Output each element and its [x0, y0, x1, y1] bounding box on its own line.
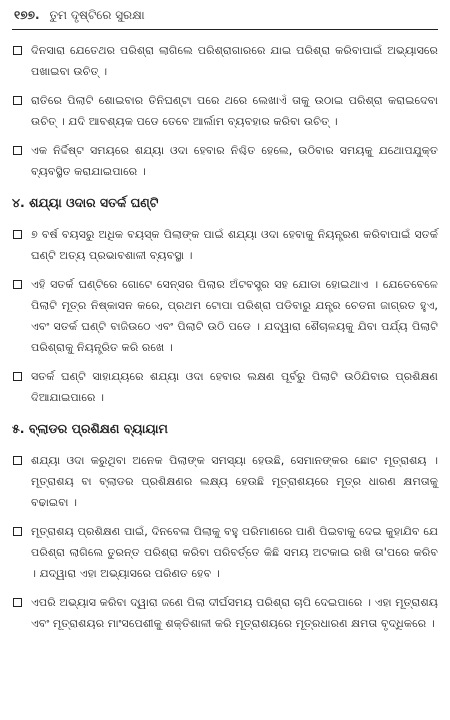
list-item: [12, 450, 438, 513]
checkbox-bullet-icon: [13, 46, 22, 55]
list-item: [12, 90, 438, 132]
list-item: [12, 40, 438, 82]
checkbox-bullet-icon: [13, 146, 22, 155]
section-4-list: [12, 224, 438, 408]
list-item: [12, 274, 438, 358]
checkbox-bullet-icon: [13, 230, 22, 239]
intro-list: [12, 40, 438, 182]
checkbox-bullet-icon: [13, 372, 22, 381]
checkbox-bullet-icon: [13, 598, 22, 607]
list-item-text: ଏପରି ଅଭ୍ୟାସ କରିବା ଦ୍ୱାରା ଜଣେ ପିଲା ଦୀର୍ଘସମୟ ପରିଶ୍ରା ଚାପି ଦେଇପାରେ । ଏହା ମୂତ୍ରାଶୟ ଏବଂ ମୂତ୍ରାଶୟର ମାଂସପେଶୀକୁ ଶକ୍ତିଶାଳୀ କରି ମୂତ୍ରାଶୟରେ ମୂତ୍ରଧାରଣ କ୍ଷମତା ବୃଦ୍ଧିକରେ ।: [31, 596, 438, 630]
list-item-text: ଏକ ନିର୍ଦ୍ଦିଷ୍ଟ ସମୟରେ ଶଯ୍ୟା ଓଦା ହେବାର ନିଶ୍ଚିତ ହେଲେ, ଉଠିବାର ସମୟକୁ ଯଥୋପଯୁକ୍ତ ବ୍ୟବସ୍ଥିତ କରାଯାଇପାରେ ।: [31, 144, 438, 178]
checkbox-bullet-icon: [13, 96, 22, 105]
section-heading-4: ୪. ଶଯ୍ୟା ଓଦାର ସତର୍କ ଘଣ୍ଟି: [12, 195, 159, 210]
section-heading-5: ୫. ବ୍ଲାଡର ପ୍ରଶିକ୍ଷଣ ବ୍ୟାୟାମ: [12, 421, 168, 436]
list-item-text: ୭ ବର୍ଷ ବୟସରୁ ଅଧିକ ବୟସ୍କ ପିଲାଙ୍କ ପାଇଁ ଶଯ୍ୟା ଓଦା ହେବାକୁ ନିୟନ୍ତ୍ରଣ କରିବାପାଇଁ ସତର୍କ ଘଣ୍ଟି ଅତ୍ୟ ପ୍ରଭାବଶାଳୀ ବ୍ୟବସ୍ଥା ।: [31, 228, 438, 262]
checkbox-bullet-icon: [13, 456, 22, 465]
checkbox-bullet-icon: [13, 280, 22, 289]
list-item-text: ମୂତ୍ରାଶୟ ପ୍ରଶିକ୍ଷଣ ପାଇଁ, ଦିନବେଳା ପିଲାକୁ ବହୁ ପରିମାଣରେ ପାଣି ପିଇବାକୁ ଦେଇ କୁହାଯିବ ଯେ ପରିଶ୍ରା ଲାଗିଲେ ତୁରନ୍ତ ପରିଶ୍ରା କରିବା ପରିବର୍ତ୍ତେ କିଛି ସମୟ ଅଟକାଇ ରଖି ତା'ପରେ କରିବ । ଯଦ୍ୱାରା ଏହା ଅଭ୍ୟାସରେ ପରିଣତ ହେବ ।: [31, 525, 438, 580]
page-number: ୧୭୭.: [14, 8, 40, 22]
list-item-text: ଦିନସାରା ଯେତେଥର ପରିଶ୍ରା ଲାଗିଲେ ପରିଶ୍ରାଗାରରେ ଯାଇ ପରିଶ୍ରା କରିବାପାଇଁ ଅଭ୍ୟାସରେ ପଖାଇବା ଉଚିତ୍ ।: [31, 44, 438, 78]
list-item-text: ସତର୍କ ଘଣ୍ଟି ସାହାଯ୍ୟରେ ଶଯ୍ୟା ଓଦା ହେବାର ଲକ୍ଷଣ ପୂର୍ବରୁ ପିଲାଟି ଉଠିଯିବାର ପ୍ରଶିକ୍ଷଣ ଦିଆଯାଇପାରେ ।: [31, 370, 438, 404]
page-header: [12, 8, 438, 30]
list-item-text: ରାତିରେ ପିଲାଟି ଶୋଇବାର ତିନିଘଣ୍ଟା ପରେ ଥରେ ଲେଖାଏଁ ତାକୁ ଉଠାଇ ପରିଶ୍ରା କରାଇଦେବା ଉଚିତ୍ । ଯଦି ଆବଶ୍ୟକ ପଡେ ତେବେ ଆର୍ଲାମ ବ୍ୟବହାର କରିବା ଉଚିତ୍ ।: [31, 94, 438, 128]
list-item: [12, 366, 438, 408]
list-item: [12, 140, 438, 182]
list-item: [12, 592, 438, 634]
section-5-list: [12, 450, 438, 634]
checkbox-bullet-icon: [13, 527, 22, 536]
list-item-text: ଶଯ୍ୟା ଓଦା କରୁଥିବା ଅନେକ ପିଲାଙ୍କ ସମସ୍ୟା ହେଉଛି, ସେମାନଙ୍କର ଛୋଟ ମୂତ୍ରାଶୟ । ମୂତ୍ରାଶୟ ବା ବ୍ଲାଡର ପ୍ରଶିକ୍ଷଣର ଲକ୍ଷ୍ୟ ହେଉଛି ମୂତ୍ରାଶୟରେ ମୂତ୍ର ଧାରଣ କ୍ଷମତାକୁ ବଢାଇବା ।: [31, 454, 438, 509]
running-title: ତୁମ ଦୃଷ୍ଟିରେ ସୁରକ୍ଷା: [49, 8, 145, 22]
list-item: [12, 224, 438, 266]
list-item: [12, 521, 438, 584]
list-item-text: ଏହି ସତର୍କ ଘଣ୍ଟିରେ ଗୋଟେ ସେନ୍ସର ପିଲାର ଅଁଟବସ୍ତ୍ର ସହ ଯୋଡା ହୋଇଥାଏ । ଯେତେବେଳେ ପିଲାଟି ମୂତ୍ର ନିଷ୍କାସନ କରେ, ପ୍ରଥମ ଟୋପା ପରିଶ୍ରା ପଡିବାରୁ ଯନ୍ତ୍ର ଚେତନା ଜାଗ୍ରତ ହୁଏ, ଏବଂ ସତର୍କ ଘଣ୍ଟି ବାଜିଉଠେ ଏବଂ ପିଲାଟି ଉଠି ପଡେ । ଯଦ୍ୱାରା ଶୈଚାଳୟକୁ ଯିବା ପର୍ଯ୍ୟ ପିଲାଟି ପରିଶ୍ରାକୁ ନିୟନ୍ତ୍ରିତ କରି ରଖେ ।: [31, 278, 438, 354]
